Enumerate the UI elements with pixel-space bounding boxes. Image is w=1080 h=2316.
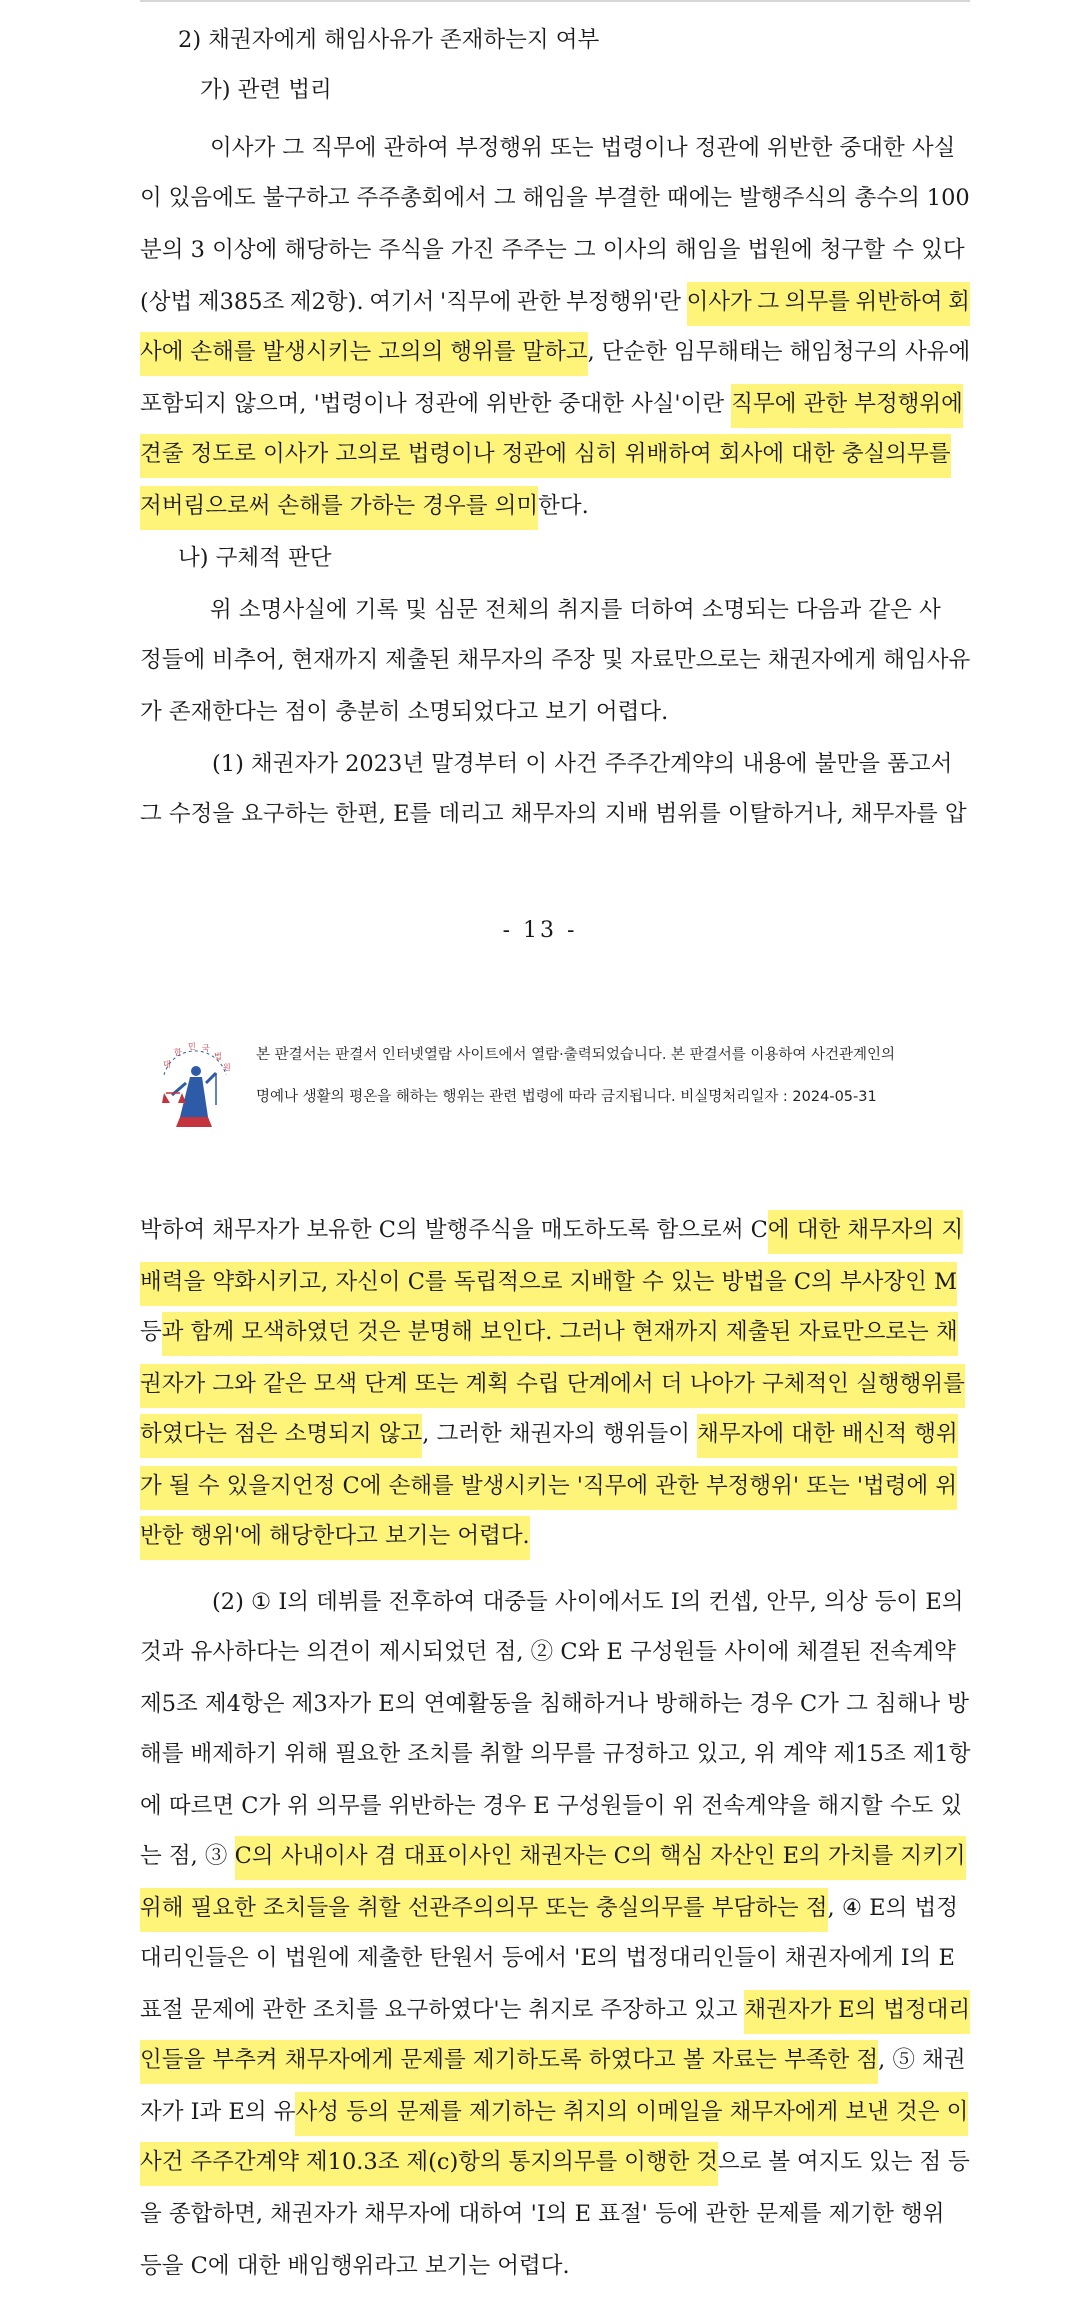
highlighted-text: 반한 행위'에 해당한다고 보기는 어렵다. — [140, 1516, 530, 1560]
text-span: 자가 I과 E의 유 — [140, 2099, 296, 2125]
text-line — [140, 640, 970, 684]
highlighted-text: 이사가 그 의무를 위반하여 회 — [687, 282, 970, 326]
text-span: (2) ① I의 데뷔를 전후하여 대중들 사이에서도 I의 컨셉, 안무, 의상 등이 E의 — [212, 1589, 964, 1615]
text-line — [140, 1262, 970, 1306]
text-span: (상법 제385조 제2항). 여기서 '직무에 관한 부정행위'란 — [140, 289, 687, 315]
text-span: , 단순한 임무해태는 해임청구의 사유에 — [587, 339, 971, 365]
notice-line-1: 본 판결서는 판결서 인터넷열람 사이트에서 열람·출력되었습니다. 본 판결서를 이용하여 사건관계인의 — [256, 1047, 895, 1063]
text-line — [140, 692, 970, 736]
text-line — [212, 744, 970, 788]
highlighted-text: 위해 필요한 조치들을 취할 선관주의의무 또는 충실의무를 부담하는 점 — [140, 1888, 828, 1932]
svg-text:민: 민 — [188, 1042, 196, 1051]
text-span: , ④ E의 법정 — [827, 1895, 958, 1921]
highlighted-text: 권자가 그와 같은 모색 단계 또는 계획 수립 단계에서 더 나아가 구체적인 실행행위를 — [140, 1364, 965, 1408]
text-span: 포함되지 않으며, '법령이나 정관에 위반한 중대한 사실'이란 — [140, 391, 732, 417]
highlighted-text: 사에 손해를 발생시키는 고의의 행위를 말하고 — [140, 332, 588, 376]
svg-text:국: 국 — [202, 1044, 210, 1053]
text-line — [140, 486, 970, 530]
text-line — [140, 1632, 970, 1676]
text-line — [140, 1516, 970, 1560]
text-line — [210, 128, 970, 172]
text-line — [140, 2246, 970, 2290]
svg-text:법: 법 — [214, 1052, 222, 1061]
highlighted-text: C의 사내이사 겸 대표이사인 채권자는 C의 핵심 자산인 E의 가치를 지키기 — [235, 1836, 966, 1880]
highlighted-text: 채무자에 대한 배신적 행위 — [697, 1414, 958, 1458]
highlighted-text: 하였다는 점은 소명되지 않고 — [140, 1414, 422, 1458]
text-line — [200, 70, 970, 114]
text-span: 나) 구체적 판단 — [178, 545, 332, 571]
text-span: 2) 채권자에게 해임사유가 존재하는지 여부 — [178, 27, 600, 53]
highlighted-text: 저버림으로써 손해를 가하는 경우를 의미 — [140, 486, 538, 530]
text-line — [178, 20, 970, 64]
notice-line-2: 명예나 생활의 평온을 해하는 행위는 관련 법령에 따라 금지됩니다. 비실명처리일자 : 2024-05-31 — [256, 1089, 877, 1105]
text-line — [140, 2142, 970, 2186]
highlighted-text: 사건 주주간계약 제10.3조 제(c)항의 통지의무를 이행한 것 — [140, 2142, 718, 2186]
highlighted-text: 가 될 수 있을지언정 C에 손해를 발생시키는 '직무에 관한 부정행위' 또는 '법령에 위 — [140, 1466, 957, 1510]
text-span: , ⑤ 채권 — [878, 2047, 966, 2073]
text-span: , 그러한 채권자의 행위들이 — [422, 1421, 698, 1447]
text-span: 것과 유사하다는 의견이 제시되었던 점, ② C와 E 구성원들 사이에 체결된 전속계약 — [140, 1639, 956, 1665]
text-span: 이 있음에도 불구하고 주주총회에서 그 해임을 부결한 때에는 발행주식의 총수의 100 — [140, 185, 970, 211]
text-span: 에 따르면 C가 위 의무를 위반하는 경우 E 구성원들이 위 전속계약을 해지할 수도 있 — [140, 1793, 963, 1819]
text-span: 그 수정을 요구하는 한편, E를 데리고 채무자의 지배 범위를 이탈하거나, 채무자를 압 — [140, 801, 967, 827]
text-line — [140, 434, 970, 478]
text-line — [210, 590, 970, 634]
highlighted-text: 채권자가 E의 법정대리 — [744, 1990, 970, 2034]
highlighted-text: 에 대한 채무자의 지 — [768, 1210, 963, 1254]
text-line — [140, 2040, 970, 2084]
highlighted-text: 과 함께 모색하였던 것은 분명해 보인다. 그러나 현재까지 제출된 자료만으로는 채 — [162, 1312, 958, 1356]
text-line — [140, 1786, 970, 1830]
text-line — [140, 1938, 970, 1982]
highlighted-text: 인들을 부추켜 채무자에게 문제를 제기하도록 하였다고 볼 자료는 부족한 점 — [140, 2040, 878, 2084]
text-line — [140, 1312, 970, 1356]
text-line — [212, 1582, 970, 1626]
text-span: 분의 3 이상에 해당하는 주식을 가진 주주는 그 이사의 해임을 법원에 청구할 수 있다 — [140, 237, 965, 263]
svg-text:원: 원 — [223, 1063, 231, 1072]
text-line — [140, 1414, 970, 1458]
text-span: 해를 배제하기 위해 필요한 조치를 취할 의무를 규정하고 있고, 위 계약 제15조 제1항 — [140, 1741, 971, 1767]
text-line — [140, 230, 970, 274]
text-span: 으로 볼 여지도 있는 점 등 — [717, 2149, 970, 2175]
text-line — [140, 1836, 970, 1880]
text-line — [140, 1990, 970, 2034]
text-line — [140, 2194, 970, 2238]
text-line — [140, 1684, 970, 1728]
text-span: 한다. — [538, 493, 589, 519]
previous-page-cut-edge — [140, 0, 970, 8]
text-span: 등을 C에 대한 배임행위라고 보기는 어렵다. — [140, 2253, 570, 2279]
page-number: - 13 - — [502, 918, 578, 943]
text-line — [140, 178, 970, 222]
text-line — [140, 384, 970, 428]
text-line — [140, 1210, 970, 1254]
text-span: 위 소명사실에 기록 및 심문 전체의 취지를 더하여 소명되는 다음과 같은 사 — [210, 597, 941, 623]
text-span: (1) 채권자가 2023년 말경부터 이 사건 주주간계약의 내용에 불만을 품고서 — [212, 751, 953, 777]
highlighted-text: 배력을 약화시키고, 자신이 C를 독립적으로 지배할 수 있는 방법을 C의 부사장인 M — [140, 1262, 957, 1306]
text-line — [140, 1734, 970, 1778]
highlighted-text: 직무에 관한 부정행위에 — [731, 384, 963, 428]
text-span: 가 존재한다는 점이 충분히 소명되었다고 보기 어렵다. — [140, 699, 669, 725]
text-span: 표절 문제에 관한 조치를 요구하였다'는 취지로 주장하고 있고 — [140, 1997, 745, 2023]
text-span: 가) 관련 법리 — [200, 77, 332, 103]
court-emblem-icon — [150, 1035, 240, 1135]
text-span: 이사가 그 직무에 관하여 부정행위 또는 법령이나 정관에 위반한 중대한 사실 — [210, 135, 956, 161]
highlighted-text: 사성 등의 문제를 제기하는 취지의 이메일을 채무자에게 보낸 것은 이 — [295, 2092, 968, 2136]
text-line — [178, 538, 970, 582]
text-span: 대리인들은 이 법원에 제출한 탄원서 등에서 'E의 법정대리인들이 채권자에게 I의 E — [140, 1945, 955, 1971]
svg-text:한: 한 — [174, 1048, 182, 1057]
text-line — [140, 1364, 970, 1408]
text-span: 정들에 비추어, 현재까지 제출된 채무자의 주장 및 자료만으로는 채권자에게 해임사유 — [140, 647, 971, 673]
text-line — [140, 1888, 970, 1932]
highlighted-text: 견줄 정도로 이사가 고의로 법령이나 정관에 심히 위배하여 회사에 대한 충실의무를 — [140, 434, 951, 478]
svg-text:대: 대 — [163, 1060, 171, 1069]
text-line — [140, 1466, 970, 1510]
text-line — [140, 332, 970, 376]
text-span: 제5조 제4항은 제3자가 E의 연예활동을 침해하거나 방해하는 경우 C가 그 침해나 방 — [140, 1691, 970, 1717]
text-line — [140, 794, 970, 838]
text-span: 등 — [140, 1319, 162, 1345]
text-line — [140, 2092, 970, 2136]
text-span: 을 종합하면, 채권자가 채무자에 대하여 'I의 E 표절' 등에 관한 문제를 제기한 행위 — [140, 2201, 945, 2227]
text-line — [140, 282, 970, 326]
text-span: 박하여 채무자가 보유한 C의 발행주식을 매도하도록 함으로써 C — [140, 1217, 768, 1243]
text-span: 는 점, ③ — [140, 1843, 235, 1869]
